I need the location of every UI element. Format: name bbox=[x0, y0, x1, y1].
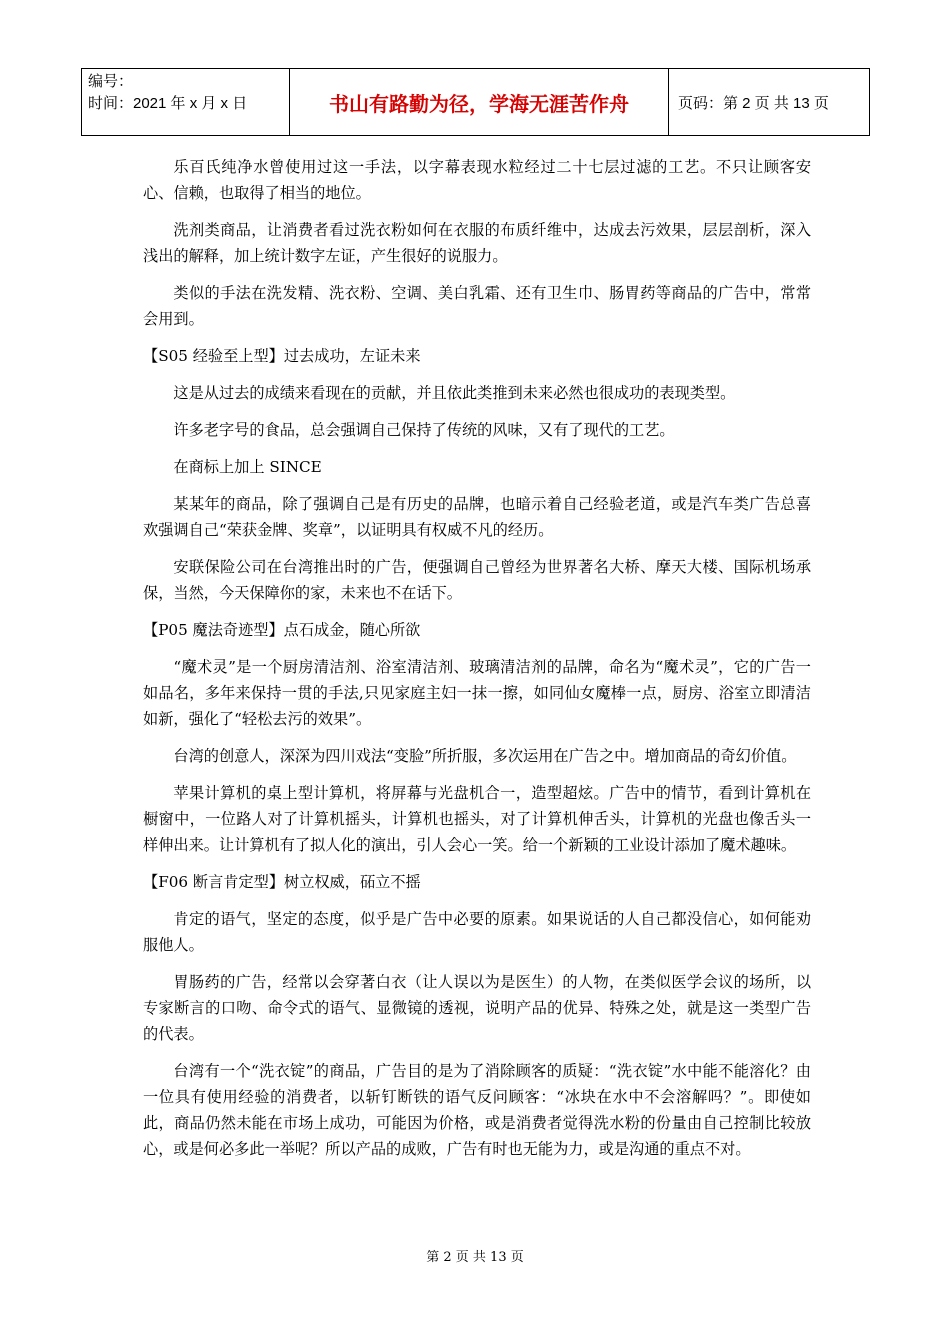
body-paragraph: 安联保险公司在台湾推出时的广告，便强调自己曾经为世界著名大桥、摩天大楼、国际机场承保，当然，今天保障你的家，未来也不在话下。 bbox=[143, 558, 811, 602]
header-table bbox=[81, 68, 870, 136]
header-page-label: 页码：第 2 页 共 13 页 bbox=[669, 69, 870, 136]
header-motto: 书山有路勤为径，学海无涯苦作舟 bbox=[290, 69, 669, 136]
body-paragraph: “魔术灵”是一个厨房清洁剂、浴室清洁剂、玻璃清洁剂的品牌，命名为“魔术灵”，它的广告一如品名，多年来保持一贯的手法,只见家庭主妇一抹一擦，如同仙女魔棒一点，厨房、浴室立即清洁如新，强化了“轻松去污的效果”。 bbox=[143, 658, 811, 728]
section-heading: 【P05 魔法奇迹型】点石成金，随心所欲 bbox=[143, 621, 421, 639]
document-body bbox=[143, 154, 811, 1173]
document-date-label: 时间：2021 年 x 月 x 日 bbox=[88, 95, 248, 112]
section-heading: 【S05 经验至上型】过去成功，左证未来 bbox=[143, 347, 421, 365]
body-paragraph: 在商标上加上 SINCE bbox=[173, 458, 322, 476]
body-paragraph: 这是从过去的成绩来看现在的贡献，并且依此类推到未来必然也很成功的表现类型。 bbox=[173, 384, 736, 402]
body-paragraph: 乐百氏纯净水曾使用过这一手法，以字幕表现水粒经过二十七层过滤的工艺。不只让顾客安心、信赖，也取得了相当的地位。 bbox=[143, 158, 811, 202]
document-number-label: 编号： bbox=[88, 73, 134, 90]
body-paragraph: 某某年的商品，除了强调自己是有历史的品牌，也暗示着自己经验老道，或是汽车类广告总喜欢强调自己“荣获金牌、奖章”，以证明具有权威不凡的经历。 bbox=[143, 495, 811, 539]
body-paragraph: 洗剂类商品，让消费者看过洗衣粉如何在衣服的布质纤维中，达成去污效果，层层剖析，深入浅出的解释，加上统计数字左证，产生很好的说服力。 bbox=[143, 221, 811, 265]
page-footer: 第 2 页 共 13 页 bbox=[426, 1250, 524, 1265]
body-paragraph: 台湾的创意人，深深为四川戏法“变脸”所折服，多次运用在广告之中。增加商品的奇幻价值。 bbox=[173, 747, 797, 765]
body-paragraph: 胃肠药的广告，经常以会穿著白衣（让人误以为是医生）的人物，在类似医学会议的场所，以专家断言的口吻、命令式的语气、显微镜的透视，说明产品的优异、特殊之处，就是这一类型广告的代表。 bbox=[143, 973, 811, 1043]
body-paragraph: 许多老字号的食品，总会强调自己保持了传统的风味，又有了现代的工艺。 bbox=[173, 421, 675, 439]
body-paragraph: 苹果计算机的桌上型计算机，将屏幕与光盘机合一，造型超炫。广告中的情节，看到计算机在橱窗中，一位路人对了计算机摇头，计算机也摇头，对了计算机伸舌头，计算机的光盘也像舌头一样伸出来。让计算机有了拟人化的演出，引人会心一笑。给一个新颖的工业设计添加了魔术趣味。 bbox=[143, 784, 811, 854]
body-paragraph: 台湾有一个“洗衣锭”的商品，广告目的是为了消除顾客的质疑：“洗衣锭”水中能不能溶化？由一位具有使用经验的消费者，以斩钉断铁的语气反问顾客：“冰块在水中不会溶解吗？”。即使如此，商品仍然未能在市场上成功，可能因为价格，或是消费者觉得洗水粉的份量由自己控制比较放心，或是何必多此一举呢？所以产品的成败，广告有时也无能为力，或是沟通的重点不对。 bbox=[143, 1062, 811, 1158]
header-meta-cell bbox=[82, 69, 290, 136]
body-paragraph: 肯定的语气，坚定的态度，似乎是广告中必要的原素。如果说话的人自己都没信心，如何能劝服他人。 bbox=[143, 910, 811, 954]
body-paragraph: 类似的手法在洗发精、洗衣粉、空调、美白乳霜、还有卫生巾、肠胃药等商品的广告中，常常会用到。 bbox=[143, 284, 811, 328]
section-heading: 【F06 断言肯定型】树立权威，砳立不摇 bbox=[143, 873, 421, 891]
